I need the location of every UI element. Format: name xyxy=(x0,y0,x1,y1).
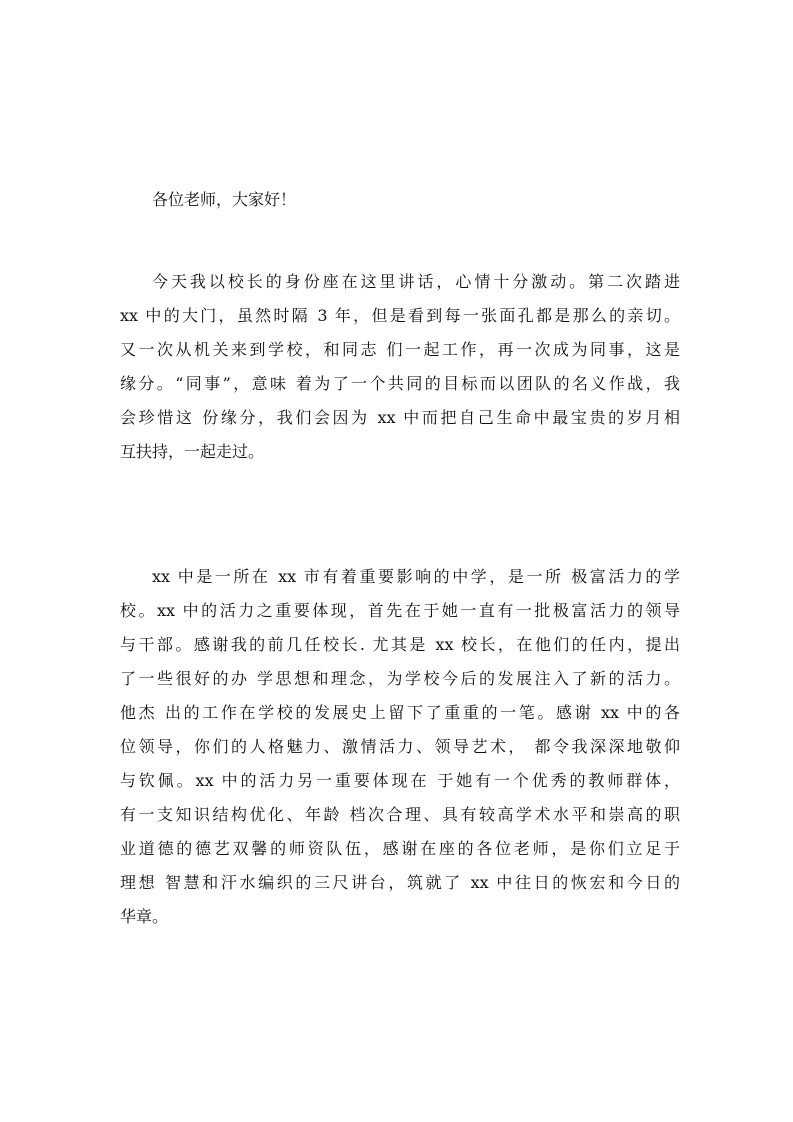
paragraph-1 xyxy=(120,265,680,469)
paragraph-line: 与干部。感谢我的前几任校长. 尤其是 xx 校长，在他们的任内，提出 xyxy=(120,635,680,654)
greeting-line: 各位老师，大家好！ xyxy=(152,190,297,209)
paragraph-line: 与钦佩。xx 中的活力另一重要体现在 于她有一个优秀的教师群体， xyxy=(120,771,680,790)
paragraph-line: 华章。 xyxy=(120,907,169,926)
paragraph-line: 缘分。“同事”，意味 着为了一个共同的目标而以团队的名义作战，我 xyxy=(120,374,680,393)
paragraph-line: 有一支知识结构优化、年龄 档次合理、具有较高学术水平和崇高的职 xyxy=(120,805,680,824)
greeting-paragraph xyxy=(120,183,680,217)
paragraph-line: 位领导，你们的人格魅力、激情活力、领导艺术， 都令我深深地敬仰 xyxy=(120,737,680,756)
paragraph-line: 了一些很好的办 学思想和理念，为学校今后的发展注入了新的活力。 xyxy=(120,669,680,688)
paragraph-line: xx 中是一所在 xx 市有着重要影响的中学，是一所 极富活力的学 xyxy=(152,567,680,586)
paragraph-line: 又一次从机关来到学校，和同志 们一起工作，再一次成为同事，这是 xyxy=(120,340,680,359)
paragraph-line: 校。xx 中的活力之重要体现，首先在于她一直有一批极富活力的领导 xyxy=(120,601,680,620)
paragraph-line: 会珍惜这 份缘分，我们会因为 xx 中而把自己生命中最宝贵的岁月相 xyxy=(120,408,680,427)
paragraph-line: 业道德的德艺双馨的师资队伍，感谢在座的各位老师，是你们立足于 xyxy=(120,839,680,858)
paragraph-line: 理想 智慧和汗水编织的三尺讲台，筑就了 xx 中往日的恢宏和今日的 xyxy=(120,873,680,892)
paragraph-2 xyxy=(120,560,680,934)
paragraph-line: 今天我以校长的身份座在这里讲话，心情十分激动。第二次踏进 xyxy=(152,272,680,291)
paragraph-line: xx 中的大门，虽然时隔 3 年，但是看到每一张面孔都是那么的亲切。 xyxy=(120,306,680,325)
paragraph-line: 他杰 出的工作在学校的发展史上留下了重重的一笔。感谢 xx 中的各 xyxy=(120,703,680,722)
paragraph-line: 互扶持，一起走过。 xyxy=(120,442,265,461)
